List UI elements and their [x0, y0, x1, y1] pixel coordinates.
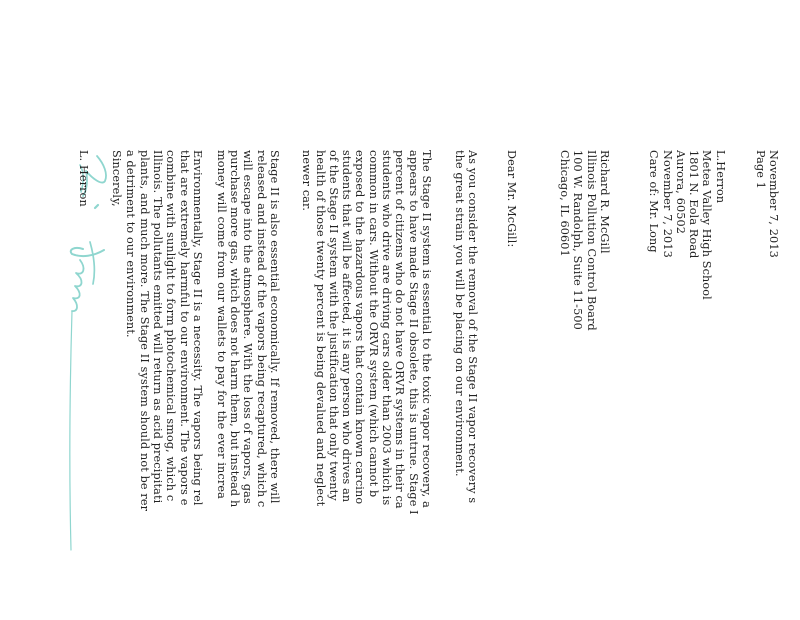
- paragraph-line: Environmentally, Stage II is a necessity. The vapors being rel: [191, 150, 204, 506]
- paragraph-line: As you consider the removal of the Stage II vapor recovery s: [466, 150, 479, 504]
- recipient-line: Richard R. McGill: [598, 150, 611, 254]
- closing: Sincerely,: [110, 150, 123, 207]
- paragraph-line: will escape into the atmosphere. With the loss of vapors, gas: [241, 150, 255, 504]
- paragraph-line: a detriment to our environment.: [124, 150, 138, 338]
- paragraph-line: health of those twenty percent is being devalued and neglect: [313, 150, 327, 507]
- paragraph-line: plants, and much more. The Stage II system should not be rer: [137, 150, 151, 512]
- sender-line: 1801 N. Eola Road: [687, 150, 701, 259]
- sender-line: L.Herron: [713, 150, 727, 204]
- paragraph-line: the great strain you will be placing on our environment.: [452, 150, 466, 477]
- recipient-line: Illinois Pollution Control Board: [584, 150, 598, 331]
- rotated-letter-page: [60, 150, 780, 620]
- paragraph-line: students that will be affected, it is any person who drives an: [340, 150, 354, 503]
- paragraph-line: Illinois. The pollutants emitted will return as acid precipitati: [151, 150, 165, 504]
- paragraph-line: students who drive are driving cars older than 2003 which is: [380, 150, 394, 506]
- paragraph-line: released and instead of the vapors being recaptured, which c: [254, 150, 268, 508]
- letter-date: November 7, 2013: [767, 150, 780, 258]
- signer-name: L. Herron: [77, 150, 90, 207]
- sender-line: November 7, 2013: [660, 150, 674, 258]
- sender-line: Care of: Mr. Long: [647, 150, 661, 253]
- paragraph-line: of the Stage II system with the justification that only twenty: [326, 150, 340, 501]
- paragraph-line: newer car.: [300, 150, 314, 212]
- paragraph-line: purchase more gas, which does not harm them, but instead h: [228, 150, 242, 508]
- paragraph-line: common in cars. Without the ORVR system (which cannot b: [366, 150, 380, 498]
- sender-line: Aurora, 60502: [673, 150, 687, 235]
- paragraph-line: percent of citizens who do not have ORVR systems in their ca: [393, 150, 407, 509]
- sender-line: Metea Valley High School: [700, 150, 714, 300]
- recipient-line: Chicago, IL 60601: [558, 150, 572, 257]
- paragraph-line: Stage II is also essential economically. If removed, there will: [268, 150, 281, 504]
- paragraph-line: The Stage II system is essential to the toxic vapor recovery, a: [420, 150, 433, 508]
- paragraph-line: combine with sunlight to form photochemical smog, which c: [164, 150, 178, 502]
- page-number: Page 1: [753, 150, 767, 190]
- handwritten-signature: [60, 150, 780, 620]
- paragraph-line: appears to have made Stage II obsolete, this is untrue. Stage I: [406, 150, 420, 515]
- paragraph-line: exposed to the hazardous vapors that contain known carcino: [353, 150, 367, 505]
- paragraph-line: money will come from our wallets to pay for the ever increa: [214, 150, 228, 499]
- salutation: Dear Mr. McGill:: [505, 150, 518, 248]
- paragraph-line: that are extremely harmful to our environment. The vapors e: [177, 150, 191, 506]
- recipient-line: 100 W. Randolph, Suite 11-500: [571, 150, 585, 330]
